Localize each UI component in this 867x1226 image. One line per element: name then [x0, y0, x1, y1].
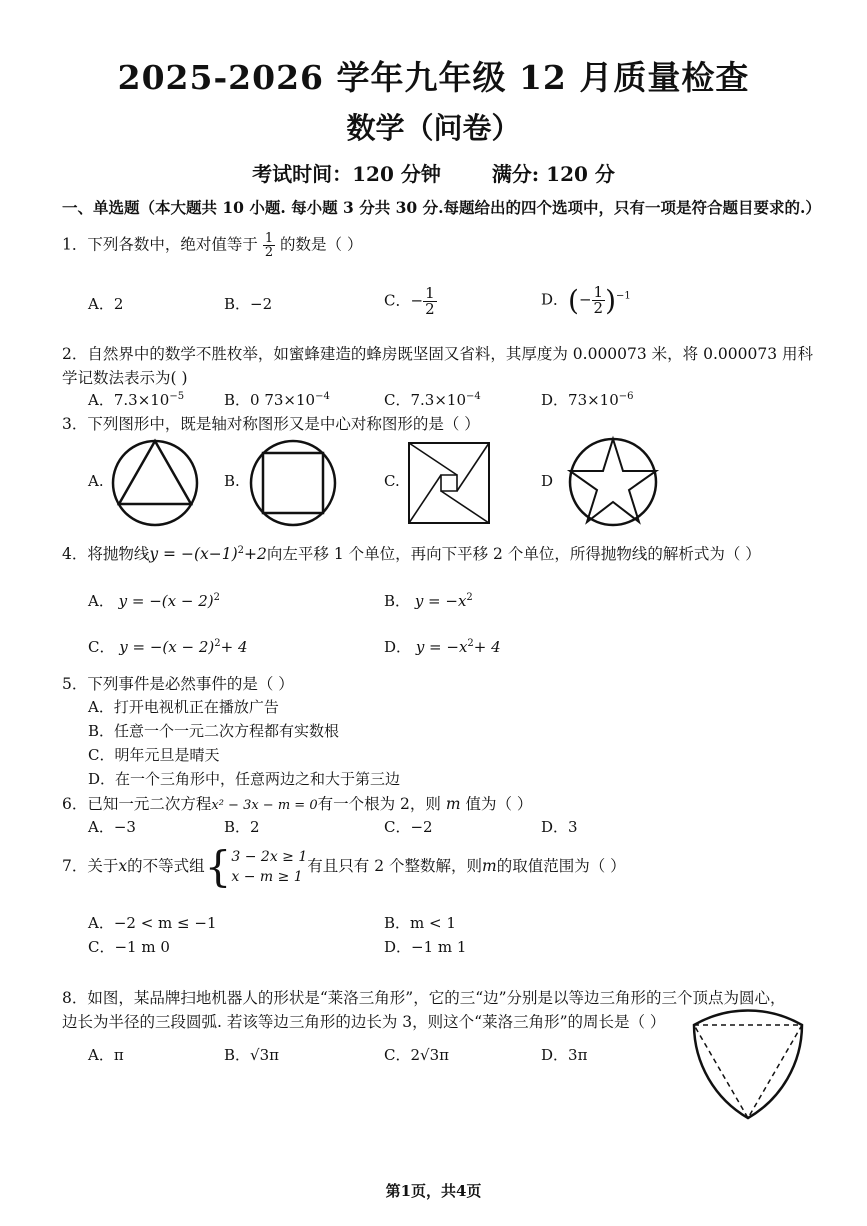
brace-symbol: {	[204, 842, 232, 891]
q3-stem: 3．下列图形中，既是轴对称图形又是中心对称图形的是（ ）	[62, 415, 480, 433]
q4-option-b[interactable]: B． $y = -x^2$	[384, 592, 473, 610]
score-label: 满分: 120 分	[491, 162, 615, 186]
question-6: 6．已知一元二次方程x² − 3x − m = 0有一个根为 2，则 m 值为（ ）	[62, 795, 533, 813]
exam-info	[0, 158, 867, 187]
q5-stem: 5．下列事件是必然事件的是（ ）	[62, 675, 294, 693]
circle-square-figure	[248, 438, 338, 528]
q6-option-c[interactable]: C．−2	[384, 818, 433, 836]
q7-option-a[interactable]: A．−2 < m ≤ −1	[88, 914, 217, 932]
question-1	[62, 232, 362, 259]
q3-option-c[interactable]: C.	[384, 472, 400, 490]
question-4: 4．将抛物线$y = -(x-1)^2+2$向左平移 1 个单位，再向下平移 2 个单位，所得抛物线的解析式为（ ）	[62, 544, 761, 563]
reuleaux-triangle-figure	[688, 1015, 812, 1125]
q8-option-c[interactable]: C．2√3π	[384, 1046, 449, 1064]
q7-option-b[interactable]: B．m < 1	[384, 914, 456, 932]
section-heading: 一、单选题（本大题共 10 小题. 每小题 3 分共 30 分.每题给出的四个选项中，只有一项是符合题目要求的.）	[62, 198, 821, 217]
inequality-system: 3 − 2x ≥ 1 x − m ≥ 1	[231, 849, 308, 885]
circle-star-figure	[567, 436, 659, 528]
q1-option-c[interactable]: C．− $\frac{1}{2}$	[384, 284, 435, 318]
q5-option-d[interactable]: D．在一个三角形中，任意两边之和大于第三边	[88, 770, 401, 788]
time-label: 考试时间：120 分钟	[252, 162, 441, 186]
q5-option-c[interactable]: C．明年元旦是晴天	[88, 746, 220, 764]
circle-triangle-figure	[110, 438, 200, 528]
pinwheel-square-figure	[407, 441, 491, 525]
parabola-expr: y = −(x−1)	[149, 545, 238, 563]
q2-line1: 2．自然界中的数学不胜枚举，如蜜蜂建造的蜂房既坚固又省料，其厚度为 0.000073 米，将 0.000073 用科	[62, 345, 813, 363]
q6-option-b[interactable]: B．2	[224, 818, 260, 836]
fraction-half: $\frac{1}{2}$	[264, 231, 274, 260]
q2-option-c[interactable]: C．$7.3\times 10^{-4}$	[384, 391, 481, 409]
q5-option-b[interactable]: B．任意一个一元二次方程都有实数根	[88, 722, 340, 740]
quadratic-equation: x² − 3x − m = 0	[211, 798, 318, 813]
q2-option-b[interactable]: B．0 $73\times 10^{-4}$	[224, 391, 330, 409]
page-footer: 第1页，共4页	[385, 1182, 482, 1200]
q1-stem: 1．下列各数中，绝对值等于	[62, 235, 258, 254]
exam-subtitle: 数学（问卷）	[346, 111, 521, 145]
q7-option-d[interactable]: D．−1 m 1	[384, 938, 467, 956]
q2-option-a[interactable]: A．$7.3\times 10^{-5}$	[88, 391, 185, 409]
q4-option-c[interactable]: C． $y = -(x - 2)^2+ 4$	[88, 638, 248, 656]
q1-stem-end: 的数是（ ）	[280, 235, 363, 254]
q8-option-a[interactable]: A．π	[88, 1046, 124, 1064]
q7-option-c[interactable]: C．−1 m 0	[88, 938, 170, 956]
q8-option-b[interactable]: B．√3π	[224, 1046, 279, 1064]
q2-line2: 学记数法表示为( )	[62, 369, 188, 387]
q1-option-d[interactable]: D．(− $\frac{1}{2}$ )$^{-1}$	[541, 283, 631, 317]
q8-line1: 8．如图，某品牌扫地机器人的形状是“莱洛三角形”，它的三“边”分别是以等边三角形的三个顶点为圆心，	[62, 989, 786, 1007]
q3-option-b[interactable]: B.	[224, 472, 240, 490]
q6-option-a[interactable]: A．−3	[88, 818, 136, 836]
q8-option-d[interactable]: D．3π	[541, 1046, 588, 1064]
q1-option-a[interactable]: A．2	[88, 295, 124, 313]
exam-title: 2025-2026 学年九年级 12 月质量检查	[117, 58, 750, 97]
q8-line2: 边长为半径的三段圆弧. 若该等边三角形的边长为 3，则这个“莱洛三角形”的周长是（ ）	[62, 1013, 666, 1031]
q2-option-d[interactable]: D．$73\times 10^{-6}$	[541, 391, 634, 409]
q4-option-a[interactable]: A． $y = -(x - 2)^2$	[88, 592, 220, 610]
q6-option-d[interactable]: D．3	[541, 818, 578, 836]
q5-option-a[interactable]: A．打开电视机正在播放广告	[88, 698, 279, 716]
q3-option-a[interactable]: A.	[88, 472, 104, 490]
q4-option-d[interactable]: D． $y = -x^2+ 4$	[384, 638, 501, 656]
q3-option-d[interactable]: D	[541, 472, 554, 490]
question-7: 7．关于x的不等式组{ 3 − 2x ≥ 1 x − m ≥ 1 有且只有 2 个整数解，则m的取值范围为（ ）	[62, 842, 626, 891]
q1-option-b[interactable]: B．−2	[224, 295, 273, 313]
